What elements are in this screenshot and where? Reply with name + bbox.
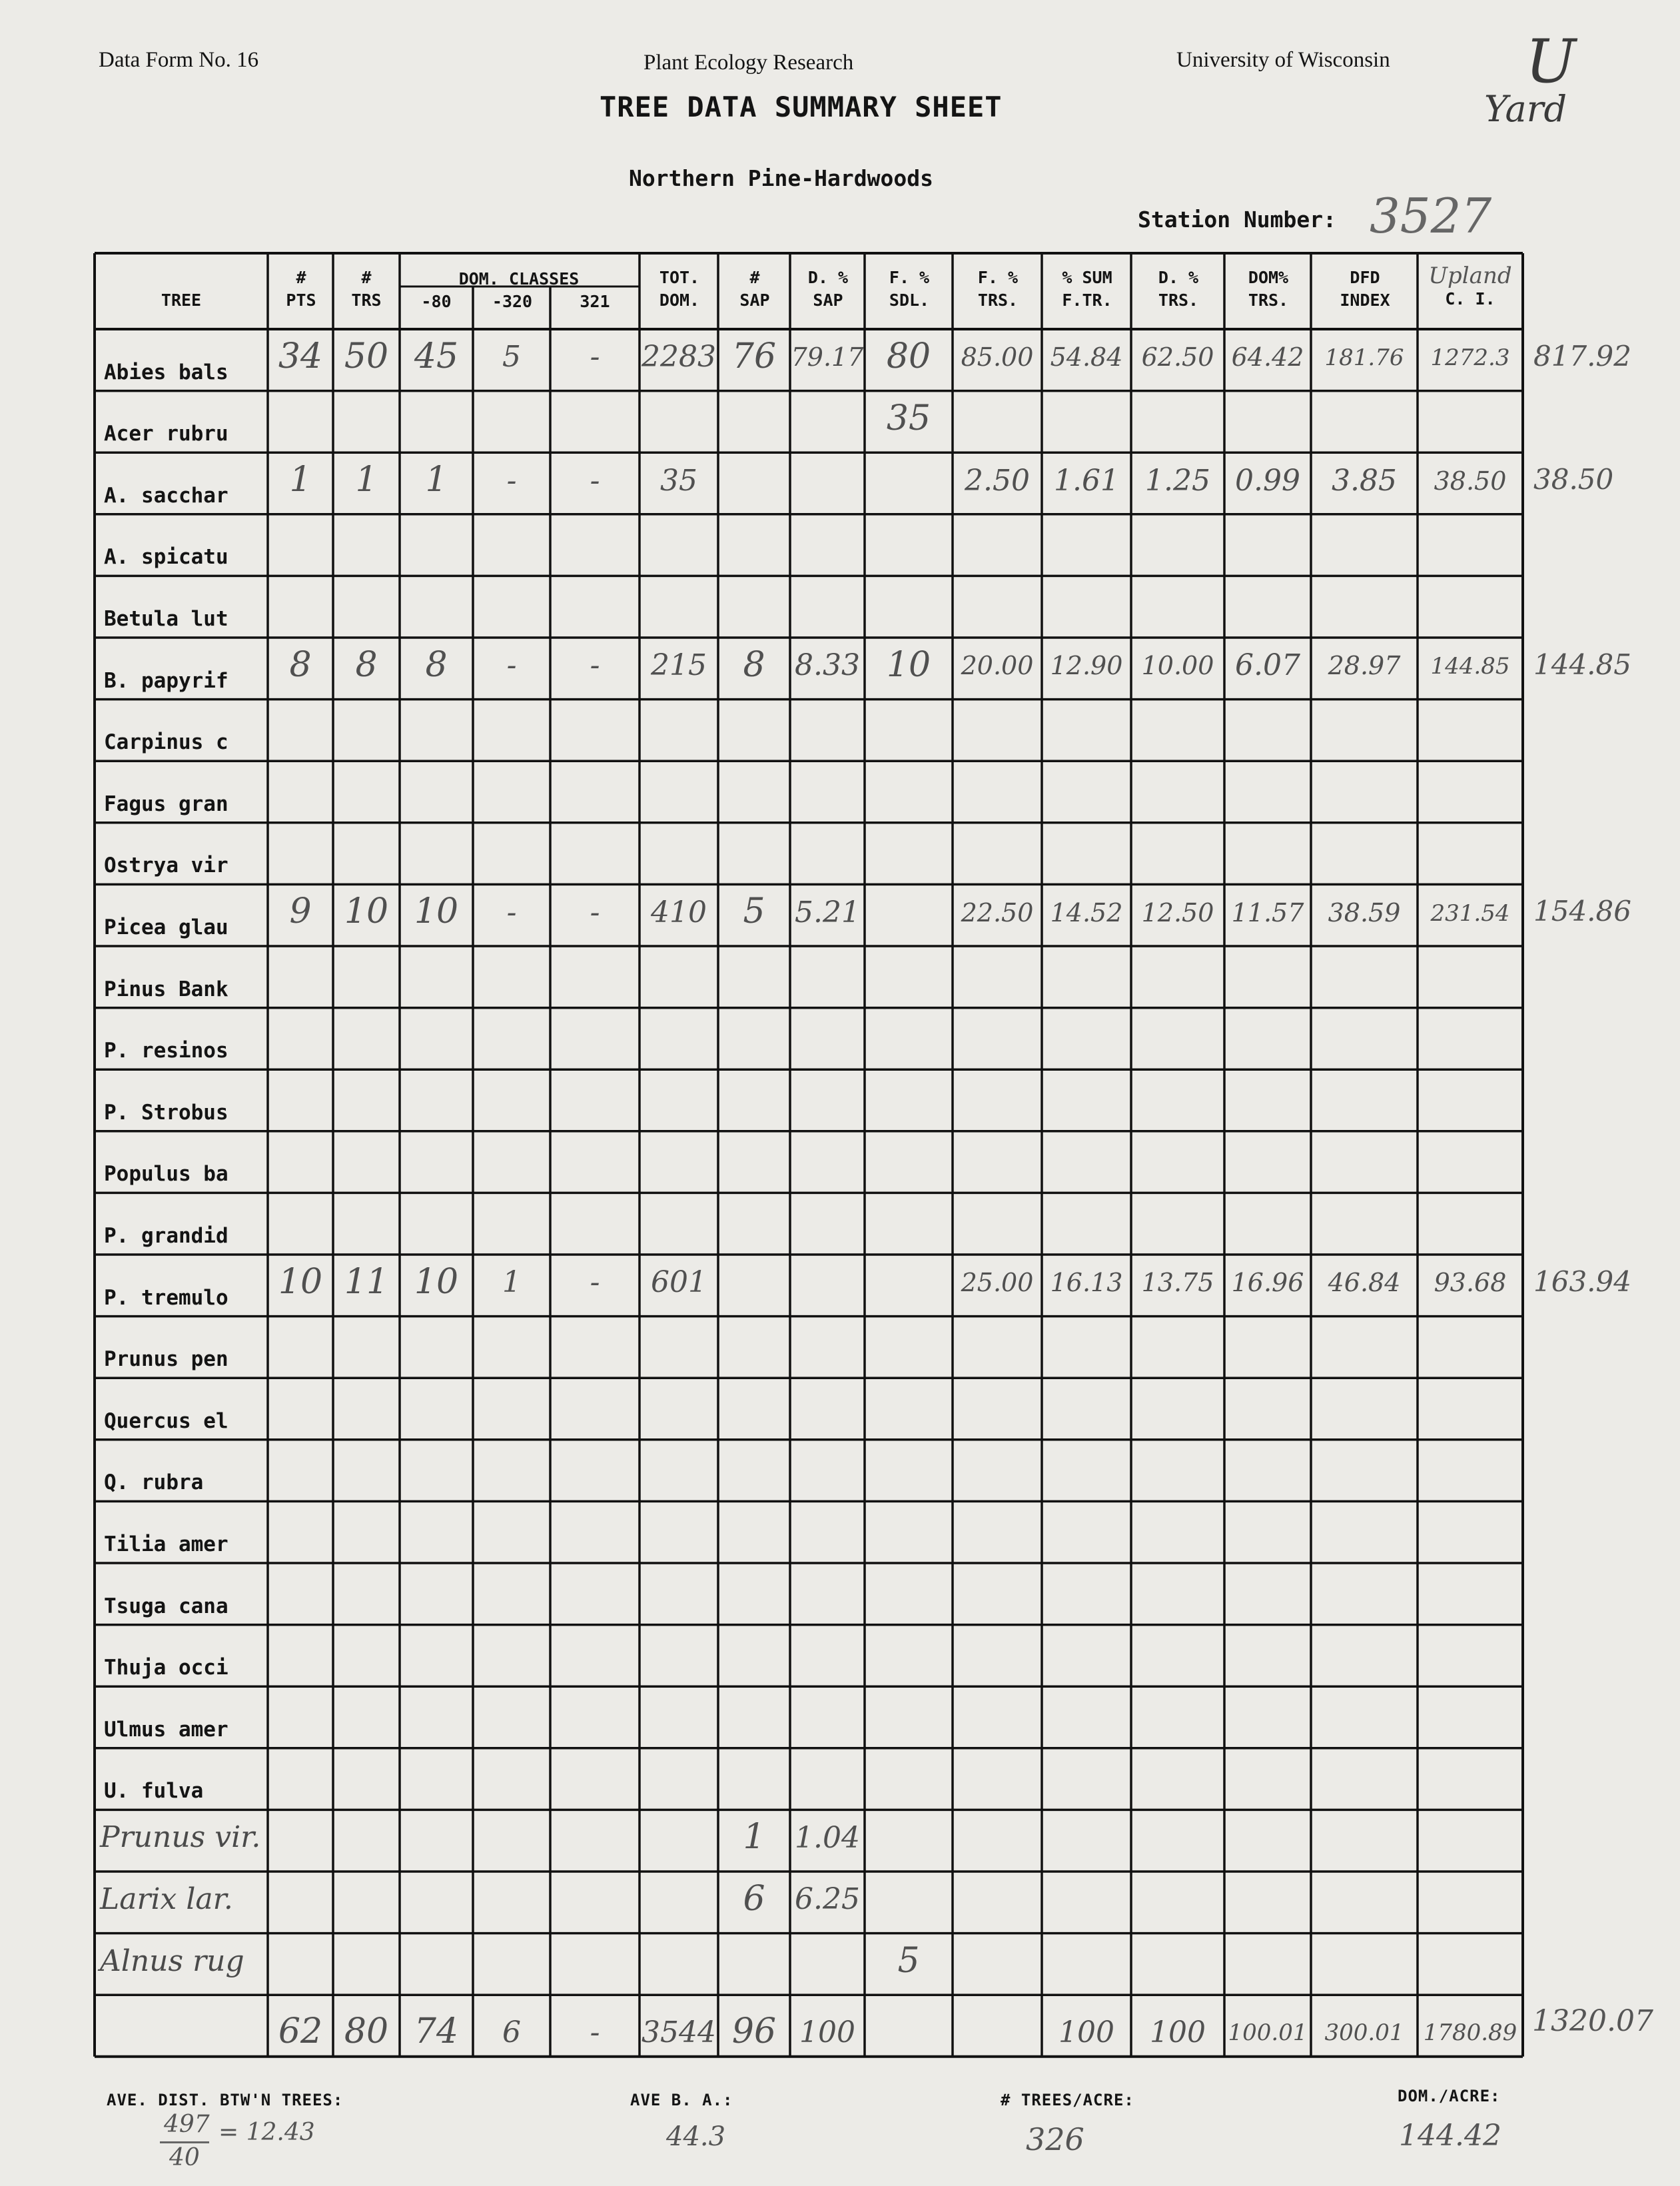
table-cell: 14.52 — [1050, 897, 1123, 927]
species-label: Tsuga cana — [104, 1594, 228, 1618]
table-cell: 96 — [731, 2011, 777, 2052]
ave-dist-denominator: 40 — [169, 2144, 200, 2171]
col-dom-80: -80 — [421, 292, 452, 311]
table-cell: 100 — [799, 2015, 855, 2049]
table-cell: 20.00 — [961, 651, 1034, 681]
table-cell: 80 — [344, 2011, 389, 2052]
col-tree: TREE — [161, 290, 202, 310]
table-cell: 2283 — [641, 340, 716, 374]
col-dpct-trs: D. % TRS. — [1158, 268, 1199, 310]
table-cell: 12.90 — [1050, 651, 1123, 681]
table-cell: 62.50 — [1141, 342, 1214, 372]
table-cell: 6 — [502, 2015, 521, 2049]
col-sap: # SAP — [739, 268, 770, 310]
table-cell: 45 — [414, 336, 459, 376]
species-label: Acer rubru — [104, 422, 228, 446]
species-label: U. fulva — [104, 1779, 204, 1804]
col-pts: # PTS — [286, 268, 316, 310]
table-cell: 10 — [414, 1261, 459, 1302]
table-cell: - — [590, 648, 600, 683]
table-cell: 25.00 — [961, 1268, 1034, 1298]
corner-note-u: U — [1525, 27, 1576, 97]
table-cell: 74 — [414, 2011, 459, 2052]
table-cell: 11.57 — [1231, 897, 1304, 927]
ave-ba-label: AVE B. A.: — [630, 2091, 733, 2109]
row-side-total: 154.86 — [1533, 895, 1631, 928]
fraction-bar — [160, 2141, 209, 2143]
species-label: Thuja occi — [104, 1656, 228, 1680]
table-cell: 1.61 — [1054, 463, 1119, 498]
table-cell: 0.99 — [1235, 463, 1300, 498]
species-label: Carpinus c — [104, 730, 228, 755]
species-label: Quercus el — [104, 1408, 228, 1433]
row-side-total: 163.94 — [1533, 1265, 1631, 1298]
dom-acre-label: DOM./ACRE: — [1398, 2087, 1501, 2105]
species-label: Q. rubra — [104, 1470, 204, 1495]
table-cell: - — [506, 463, 517, 498]
table-cell: 1.04 — [795, 1820, 860, 1855]
table-cell: 5.21 — [795, 895, 860, 929]
table-cell: 34 — [278, 336, 323, 376]
table-cell: 9 — [289, 891, 312, 932]
col-ci: Upland C. I. — [1419, 264, 1521, 310]
organization: Plant Ecology Research — [643, 51, 854, 75]
university: University of Wisconsin — [1176, 48, 1390, 72]
table-cell: 100 — [1058, 2015, 1114, 2049]
table-cell: - — [590, 2015, 600, 2049]
table-cell: 64.42 — [1231, 342, 1304, 372]
table-cell: 8 — [743, 644, 765, 685]
species-label-handwritten: Larix lar. — [100, 1882, 233, 1916]
species-label: Populus ba — [104, 1162, 228, 1187]
species-label: Ostrya vir — [104, 853, 228, 878]
table-cell: 35 — [660, 463, 697, 498]
table-cell: 1 — [289, 460, 312, 500]
col-dom-321: 321 — [580, 292, 610, 311]
col-dpct-sap: D. % SAP — [807, 268, 849, 310]
table-cell: 3.85 — [1332, 463, 1397, 498]
table-cell: 410 — [651, 895, 707, 929]
col-dfd-index: DFD INDEX — [1340, 268, 1390, 310]
table-cell: 1780.89 — [1423, 2019, 1517, 2047]
table-cell: 8 — [425, 644, 448, 685]
table-cell: 50 — [344, 336, 389, 376]
col-dompct-trs: DOM% TRS. — [1248, 268, 1289, 310]
table-cell: 5 — [502, 340, 521, 374]
table-cell: 12.50 — [1141, 897, 1214, 927]
table-cell: 10 — [886, 644, 931, 685]
table-cell: 100.01 — [1228, 2019, 1308, 2047]
table-cell: 22.50 — [961, 897, 1034, 927]
table-cell: 1.25 — [1145, 463, 1210, 498]
table-cell: 13.75 — [1141, 1268, 1214, 1298]
table-cell: 8 — [289, 644, 312, 685]
table-cell: 38.50 — [1434, 466, 1507, 496]
grand-total-side: 1320.07 — [1532, 2004, 1653, 2039]
table-cell: 1272.3 — [1430, 344, 1510, 372]
table-cell: 62 — [278, 2011, 323, 2052]
table-cell: - — [590, 340, 600, 374]
page-subtitle: Northern Pine-Hardwoods — [629, 165, 933, 191]
table-cell: 93.68 — [1434, 1268, 1507, 1298]
species-label-handwritten: Alnus rug — [100, 1943, 244, 1978]
species-label: Prunus pen — [104, 1347, 228, 1372]
col-dom-classes: DOM. CLASSES — [458, 269, 580, 288]
species-label: B. papyrif — [104, 668, 228, 693]
table-cell: 35 — [886, 398, 931, 438]
table-cell: 38.59 — [1328, 897, 1401, 927]
row-side-total: 144.85 — [1533, 648, 1631, 681]
table-cell: 231.54 — [1430, 899, 1510, 927]
table-cell: 5 — [897, 1940, 920, 1981]
trees-acre-label: # TREES/ACRE: — [1001, 2091, 1134, 2109]
col-dom-320: -320 — [492, 292, 533, 311]
ave-dist-label: AVE. DIST. BTW'N TREES: — [107, 2091, 344, 2109]
page-title: TREE DATA SUMMARY SHEET — [600, 91, 1003, 123]
species-label: P. tremulo — [104, 1285, 228, 1310]
species-label: Fagus gran — [104, 792, 228, 816]
species-label: Abies bals — [104, 360, 228, 384]
table-cell: 1 — [502, 1265, 521, 1300]
ave-ba-value: 44.3 — [666, 2121, 726, 2152]
col-fpct-sdl: F. % SDL. — [889, 268, 930, 310]
table-cell: 3544 — [641, 2015, 716, 2049]
table-cell: 54.84 — [1050, 342, 1123, 372]
species-label: Pinus Bank — [104, 977, 228, 1001]
table-cell: - — [590, 463, 600, 498]
species-label: A. sacchar — [104, 483, 228, 508]
station-number: 3527 — [1370, 188, 1492, 244]
col-pct-sum: % SUM F.TR. — [1062, 268, 1112, 310]
species-label: Ulmus amer — [104, 1717, 228, 1742]
table-cell: 181.76 — [1324, 344, 1404, 372]
table-cell: 300.01 — [1324, 2019, 1404, 2047]
ave-dist-numerator: 497 — [164, 2111, 210, 2138]
col-fpct-trs: F. % TRS. — [977, 268, 1019, 310]
species-label-handwritten: Prunus vir. — [100, 1820, 261, 1855]
form-number: Data Form No. 16 — [99, 48, 259, 72]
table-cell: 6.07 — [1235, 648, 1300, 683]
table-cell: 8.33 — [795, 648, 860, 683]
table-cell: 1 — [425, 460, 448, 500]
species-label: A. spicatu — [104, 545, 228, 570]
table-cell: - — [506, 895, 517, 929]
species-label: Betula lut — [104, 607, 228, 631]
table-cell: 2.50 — [965, 463, 1030, 498]
table-cell: 10 — [278, 1261, 323, 1302]
corner-note-yard: Yard — [1484, 88, 1567, 130]
species-label: Tilia amer — [104, 1532, 228, 1556]
dom-acre-value: 144.42 — [1399, 2119, 1501, 2153]
table-cell: 144.85 — [1430, 653, 1510, 680]
species-label: Picea glau — [104, 915, 228, 939]
table-cell: 1 — [355, 460, 378, 500]
table-cell: 10.00 — [1141, 651, 1214, 681]
trees-acre-value: 326 — [1026, 2121, 1084, 2157]
table-cell: 10 — [414, 891, 459, 932]
station-label: Station Number: — [1138, 207, 1337, 233]
table-cell: 80 — [886, 336, 931, 376]
table-cell: 6.25 — [795, 1882, 860, 1917]
table-cell: 11 — [344, 1261, 389, 1302]
table-cell: 46.84 — [1328, 1268, 1401, 1298]
ave-dist-value: = 12.43 — [218, 2119, 315, 2146]
species-label: P. resinos — [104, 1039, 228, 1063]
row-side-total: 38.50 — [1533, 463, 1614, 496]
table-cell: 28.97 — [1328, 651, 1401, 681]
table-cell: 16.13 — [1050, 1268, 1123, 1298]
table-cell: 79.17 — [791, 342, 864, 372]
col-tot-dom: TOT. DOM. — [659, 268, 700, 310]
table-cell: 10 — [344, 891, 389, 932]
table-cell: - — [590, 1265, 600, 1300]
upland-note: Upland — [1428, 263, 1512, 289]
table-cell: 100 — [1150, 2015, 1206, 2049]
table-cell: - — [506, 648, 517, 683]
table-cell: 8 — [355, 644, 378, 685]
table-cell: 1 — [743, 1817, 765, 1858]
table-cell: - — [590, 895, 600, 929]
row-side-total: 817.92 — [1533, 340, 1631, 372]
species-label: P. grandid — [104, 1224, 228, 1248]
col-trs: # TRS — [351, 268, 382, 310]
table-cell: 85.00 — [961, 342, 1034, 372]
table-cell: 5 — [743, 891, 765, 932]
table-cell: 601 — [651, 1265, 707, 1300]
table-cell: 76 — [731, 336, 777, 376]
table-cell: 6 — [743, 1878, 765, 1919]
species-label: P. Strobus — [104, 1100, 228, 1125]
table-cell: 16.96 — [1231, 1268, 1304, 1298]
table-cell: 215 — [651, 648, 707, 683]
